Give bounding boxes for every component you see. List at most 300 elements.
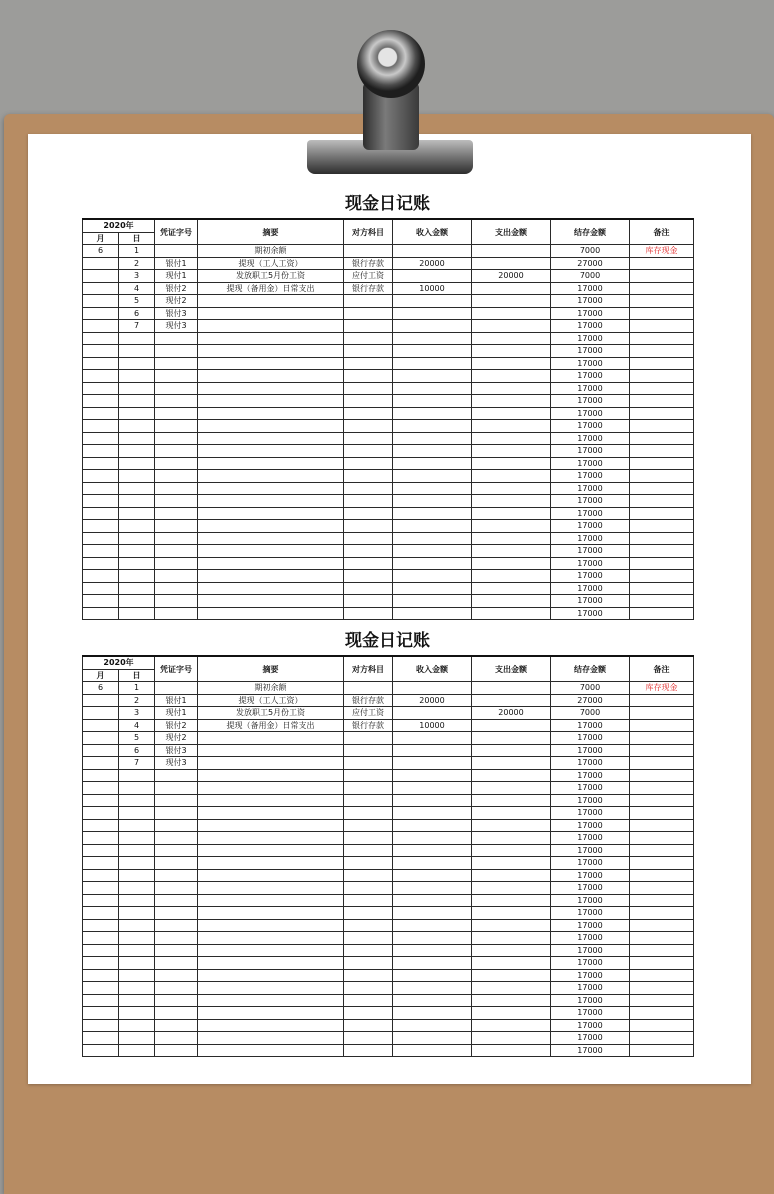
note-cell <box>630 844 694 857</box>
expense-cell <box>472 482 551 495</box>
expense-cell <box>472 919 551 932</box>
note-cell <box>630 994 694 1007</box>
balance-cell: 17000 <box>551 819 630 832</box>
table-row <box>83 295 694 308</box>
account-cell <box>344 432 393 445</box>
note-cell <box>630 794 694 807</box>
income-cell <box>393 307 472 320</box>
month-cell <box>83 794 119 807</box>
account-cell <box>344 295 393 308</box>
account-cell: 银行存款 <box>344 282 393 295</box>
expense-cell <box>472 969 551 982</box>
summary-cell <box>198 869 344 882</box>
summary-cell <box>198 557 344 570</box>
voucher-cell <box>155 882 198 895</box>
month-cell <box>83 869 119 882</box>
day-cell <box>119 457 155 470</box>
voucher-cell <box>155 607 198 620</box>
balance-cell: 17000 <box>551 719 630 732</box>
expense-cell <box>472 582 551 595</box>
voucher-cell <box>155 994 198 1007</box>
balance-cell: 17000 <box>551 370 630 383</box>
day-cell <box>119 794 155 807</box>
table-row <box>83 245 694 258</box>
day-cell <box>119 545 155 558</box>
day-cell <box>119 1044 155 1057</box>
note-cell <box>630 832 694 845</box>
voucher-cell <box>155 1019 198 1032</box>
month-cell <box>83 732 119 745</box>
month-cell <box>83 595 119 608</box>
month-header: 月 <box>83 232 119 245</box>
note-cell <box>630 457 694 470</box>
voucher-cell: 现付2 <box>155 295 198 308</box>
voucher-cell <box>155 894 198 907</box>
income-cell <box>393 994 472 1007</box>
note-cell <box>630 857 694 870</box>
balance-cell: 27000 <box>551 257 630 270</box>
income-cell <box>393 582 472 595</box>
expense-header: 支出金额 <box>472 656 551 682</box>
expense-cell <box>472 932 551 945</box>
day-cell: 5 <box>119 295 155 308</box>
month-cell <box>83 420 119 433</box>
note-cell <box>630 557 694 570</box>
month-cell <box>83 482 119 495</box>
summary-cell <box>198 794 344 807</box>
expense-cell <box>472 844 551 857</box>
expense-cell <box>472 994 551 1007</box>
balance-cell: 17000 <box>551 869 630 882</box>
income-cell <box>393 682 472 695</box>
summary-cell <box>198 944 344 957</box>
month-cell <box>83 345 119 358</box>
voucher-cell <box>155 857 198 870</box>
account-cell <box>344 782 393 795</box>
expense-cell <box>472 407 551 420</box>
account-cell <box>344 445 393 458</box>
income-cell <box>393 1007 472 1020</box>
account-header: 对方科目 <box>344 656 393 682</box>
account-cell <box>344 320 393 333</box>
income-cell <box>393 395 472 408</box>
expense-cell <box>472 257 551 270</box>
expense-cell <box>472 545 551 558</box>
account-cell <box>344 407 393 420</box>
day-cell <box>119 445 155 458</box>
summary-cell <box>198 307 344 320</box>
balance-cell: 17000 <box>551 495 630 508</box>
voucher-cell <box>155 545 198 558</box>
day-cell: 7 <box>119 757 155 770</box>
income-cell <box>393 894 472 907</box>
income-cell <box>393 345 472 358</box>
income-cell <box>393 445 472 458</box>
day-cell <box>119 944 155 957</box>
income-cell <box>393 1044 472 1057</box>
balance-cell: 17000 <box>551 794 630 807</box>
note-cell <box>630 869 694 882</box>
table-row <box>83 382 694 395</box>
expense-cell <box>472 595 551 608</box>
summary-cell <box>198 732 344 745</box>
table-row <box>83 582 694 595</box>
table-row <box>83 445 694 458</box>
summary-cell <box>198 295 344 308</box>
day-cell <box>119 395 155 408</box>
balance-cell: 17000 <box>551 482 630 495</box>
summary-cell <box>198 769 344 782</box>
balance-cell: 7000 <box>551 270 630 283</box>
table-row <box>83 682 694 695</box>
balance-cell: 17000 <box>551 407 630 420</box>
expense-cell <box>472 345 551 358</box>
summary-cell <box>198 507 344 520</box>
voucher-cell <box>155 382 198 395</box>
month-cell <box>83 744 119 757</box>
income-cell <box>393 607 472 620</box>
income-cell <box>393 819 472 832</box>
summary-cell <box>198 832 344 845</box>
day-cell <box>119 570 155 583</box>
balance-cell: 17000 <box>551 507 630 520</box>
account-cell <box>344 395 393 408</box>
summary-cell <box>198 470 344 483</box>
table-row <box>83 807 694 820</box>
month-cell <box>83 332 119 345</box>
day-cell: 7 <box>119 320 155 333</box>
income-cell: 20000 <box>393 257 472 270</box>
table-row <box>83 907 694 920</box>
income-cell <box>393 982 472 995</box>
income-cell <box>393 1032 472 1045</box>
balance-cell: 17000 <box>551 832 630 845</box>
note-header: 备注 <box>630 219 694 245</box>
expense-cell <box>472 370 551 383</box>
balance-cell: 17000 <box>551 782 630 795</box>
summary-cell <box>198 482 344 495</box>
month-cell <box>83 1019 119 1032</box>
account-cell <box>344 382 393 395</box>
balance-cell: 17000 <box>551 307 630 320</box>
balance-cell: 17000 <box>551 957 630 970</box>
account-cell: 银行存款 <box>344 257 393 270</box>
day-cell: 3 <box>119 270 155 283</box>
income-cell <box>393 370 472 383</box>
table-row <box>83 407 694 420</box>
expense-cell <box>472 1007 551 1020</box>
expense-cell <box>472 245 551 258</box>
income-cell: 10000 <box>393 719 472 732</box>
month-cell <box>83 707 119 720</box>
income-header: 收入金额 <box>393 656 472 682</box>
expense-cell <box>472 944 551 957</box>
balance-cell: 17000 <box>551 395 630 408</box>
account-cell <box>344 420 393 433</box>
voucher-cell <box>155 682 198 695</box>
account-cell <box>344 245 393 258</box>
ledger-title: 现金日记账 <box>345 631 430 651</box>
day-cell <box>119 470 155 483</box>
expense-cell <box>472 320 551 333</box>
month-cell <box>83 769 119 782</box>
voucher-cell <box>155 595 198 608</box>
account-cell <box>344 894 393 907</box>
summary-cell <box>198 382 344 395</box>
expense-cell <box>472 470 551 483</box>
account-cell <box>344 482 393 495</box>
voucher-cell <box>155 407 198 420</box>
account-cell <box>344 1044 393 1057</box>
table-row <box>83 1044 694 1057</box>
day-cell <box>119 1032 155 1045</box>
expense-cell <box>472 495 551 508</box>
note-cell <box>630 744 694 757</box>
account-cell <box>344 1007 393 1020</box>
account-cell <box>344 857 393 870</box>
account-cell <box>344 307 393 320</box>
income-cell <box>393 520 472 533</box>
voucher-cell: 现付3 <box>155 757 198 770</box>
note-cell <box>630 295 694 308</box>
summary-cell <box>198 744 344 757</box>
income-cell <box>393 557 472 570</box>
note-cell <box>630 395 694 408</box>
note-cell <box>630 1044 694 1057</box>
day-cell <box>119 382 155 395</box>
ledger-title: 现金日记账 <box>345 194 430 214</box>
day-cell: 2 <box>119 694 155 707</box>
month-header: 月 <box>83 669 119 682</box>
table-row <box>83 457 694 470</box>
account-cell <box>344 557 393 570</box>
balance-cell: 17000 <box>551 857 630 870</box>
balance-cell: 17000 <box>551 320 630 333</box>
income-cell <box>393 570 472 583</box>
summary-cell <box>198 1007 344 1020</box>
voucher-cell: 银付1 <box>155 257 198 270</box>
expense-cell <box>472 307 551 320</box>
table-row <box>83 307 694 320</box>
table-row <box>83 944 694 957</box>
summary-header: 摘要 <box>198 219 344 245</box>
account-cell <box>344 744 393 757</box>
account-cell <box>344 969 393 982</box>
summary-cell <box>198 370 344 383</box>
month-cell <box>83 382 119 395</box>
cash-journal-2 <box>82 627 693 1057</box>
month-cell <box>83 982 119 995</box>
note-cell <box>630 345 694 358</box>
table-row <box>83 869 694 882</box>
voucher-header: 凭证字号 <box>155 219 198 245</box>
day-cell <box>119 832 155 845</box>
note-cell <box>630 907 694 920</box>
voucher-cell <box>155 582 198 595</box>
balance-cell: 17000 <box>551 282 630 295</box>
day-cell <box>119 357 155 370</box>
day-cell <box>119 595 155 608</box>
voucher-cell <box>155 907 198 920</box>
income-cell <box>393 357 472 370</box>
note-cell <box>630 782 694 795</box>
voucher-cell <box>155 782 198 795</box>
balance-cell: 17000 <box>551 607 630 620</box>
summary-cell <box>198 395 344 408</box>
income-cell <box>393 732 472 745</box>
table-row <box>83 482 694 495</box>
day-cell <box>119 507 155 520</box>
balance-cell: 17000 <box>551 545 630 558</box>
expense-cell <box>472 607 551 620</box>
month-cell <box>83 1032 119 1045</box>
note-cell <box>630 432 694 445</box>
balance-cell: 17000 <box>551 595 630 608</box>
note-cell: 库存现金 <box>630 682 694 695</box>
month-cell: 6 <box>83 682 119 695</box>
day-cell <box>119 482 155 495</box>
balance-cell: 17000 <box>551 1019 630 1032</box>
table-row <box>83 395 694 408</box>
account-cell <box>344 457 393 470</box>
table-row <box>83 257 694 270</box>
month-cell <box>83 545 119 558</box>
account-cell <box>344 932 393 945</box>
table-row <box>83 357 694 370</box>
note-cell <box>630 495 694 508</box>
note-cell <box>630 282 694 295</box>
income-cell <box>393 782 472 795</box>
day-cell <box>119 420 155 433</box>
note-cell <box>630 357 694 370</box>
summary-cell <box>198 407 344 420</box>
table-row <box>83 1007 694 1020</box>
income-cell <box>393 907 472 920</box>
summary-cell <box>198 882 344 895</box>
month-cell <box>83 994 119 1007</box>
voucher-cell <box>155 982 198 995</box>
month-cell <box>83 719 119 732</box>
day-cell <box>119 957 155 970</box>
table-row <box>83 957 694 970</box>
day-cell: 1 <box>119 682 155 695</box>
voucher-cell: 现付3 <box>155 320 198 333</box>
table-row <box>83 607 694 620</box>
expense-cell <box>472 894 551 907</box>
balance-cell: 17000 <box>551 332 630 345</box>
table-row <box>83 1019 694 1032</box>
balance-cell: 17000 <box>551 357 630 370</box>
day-cell <box>119 982 155 995</box>
expense-cell <box>472 1019 551 1032</box>
voucher-cell <box>155 570 198 583</box>
summary-cell <box>198 907 344 920</box>
month-cell <box>83 570 119 583</box>
expense-cell <box>472 907 551 920</box>
balance-cell: 17000 <box>551 420 630 433</box>
balance-cell: 17000 <box>551 757 630 770</box>
voucher-cell <box>155 832 198 845</box>
note-cell <box>630 957 694 970</box>
day-cell: 6 <box>119 744 155 757</box>
account-cell <box>344 794 393 807</box>
month-cell <box>83 457 119 470</box>
day-header: 日 <box>119 232 155 245</box>
summary-cell <box>198 1044 344 1057</box>
income-cell <box>393 532 472 545</box>
note-cell <box>630 944 694 957</box>
month-cell <box>83 807 119 820</box>
day-cell <box>119 769 155 782</box>
month-cell <box>83 407 119 420</box>
account-cell <box>344 957 393 970</box>
table-row <box>83 832 694 845</box>
month-cell <box>83 582 119 595</box>
binder-clip-ring <box>357 30 425 98</box>
voucher-cell: 银付2 <box>155 282 198 295</box>
table-row <box>83 744 694 757</box>
month-cell <box>83 782 119 795</box>
account-cell <box>344 769 393 782</box>
summary-cell <box>198 757 344 770</box>
summary-cell <box>198 357 344 370</box>
note-cell <box>630 570 694 583</box>
summary-cell <box>198 857 344 870</box>
table-row <box>83 794 694 807</box>
month-cell <box>83 370 119 383</box>
note-cell <box>630 807 694 820</box>
balance-cell: 17000 <box>551 432 630 445</box>
expense-cell <box>472 744 551 757</box>
month-cell <box>83 694 119 707</box>
day-cell <box>119 919 155 932</box>
note-cell <box>630 1019 694 1032</box>
account-cell <box>344 507 393 520</box>
summary-cell: 提现（工人工资） <box>198 257 344 270</box>
month-cell <box>83 894 119 907</box>
expense-cell <box>472 1044 551 1057</box>
day-cell <box>119 532 155 545</box>
voucher-cell <box>155 969 198 982</box>
income-cell <box>393 332 472 345</box>
month-cell <box>83 520 119 533</box>
day-cell <box>119 782 155 795</box>
voucher-cell: 银付2 <box>155 719 198 732</box>
day-cell <box>119 882 155 895</box>
expense-cell <box>472 432 551 445</box>
note-cell <box>630 757 694 770</box>
table-row <box>83 570 694 583</box>
day-header: 日 <box>119 669 155 682</box>
summary-cell <box>198 495 344 508</box>
account-cell: 银行存款 <box>344 719 393 732</box>
note-cell <box>630 969 694 982</box>
account-cell <box>344 919 393 932</box>
balance-cell: 17000 <box>551 769 630 782</box>
note-cell <box>630 257 694 270</box>
note-cell <box>630 819 694 832</box>
header-row <box>83 219 694 232</box>
month-cell <box>83 532 119 545</box>
table-row <box>83 370 694 383</box>
expense-cell <box>472 957 551 970</box>
table-row <box>83 595 694 608</box>
summary-cell: 发放职工5月份工资 <box>198 707 344 720</box>
day-cell <box>119 432 155 445</box>
income-cell <box>393 857 472 870</box>
voucher-cell <box>155 332 198 345</box>
account-cell <box>344 832 393 845</box>
